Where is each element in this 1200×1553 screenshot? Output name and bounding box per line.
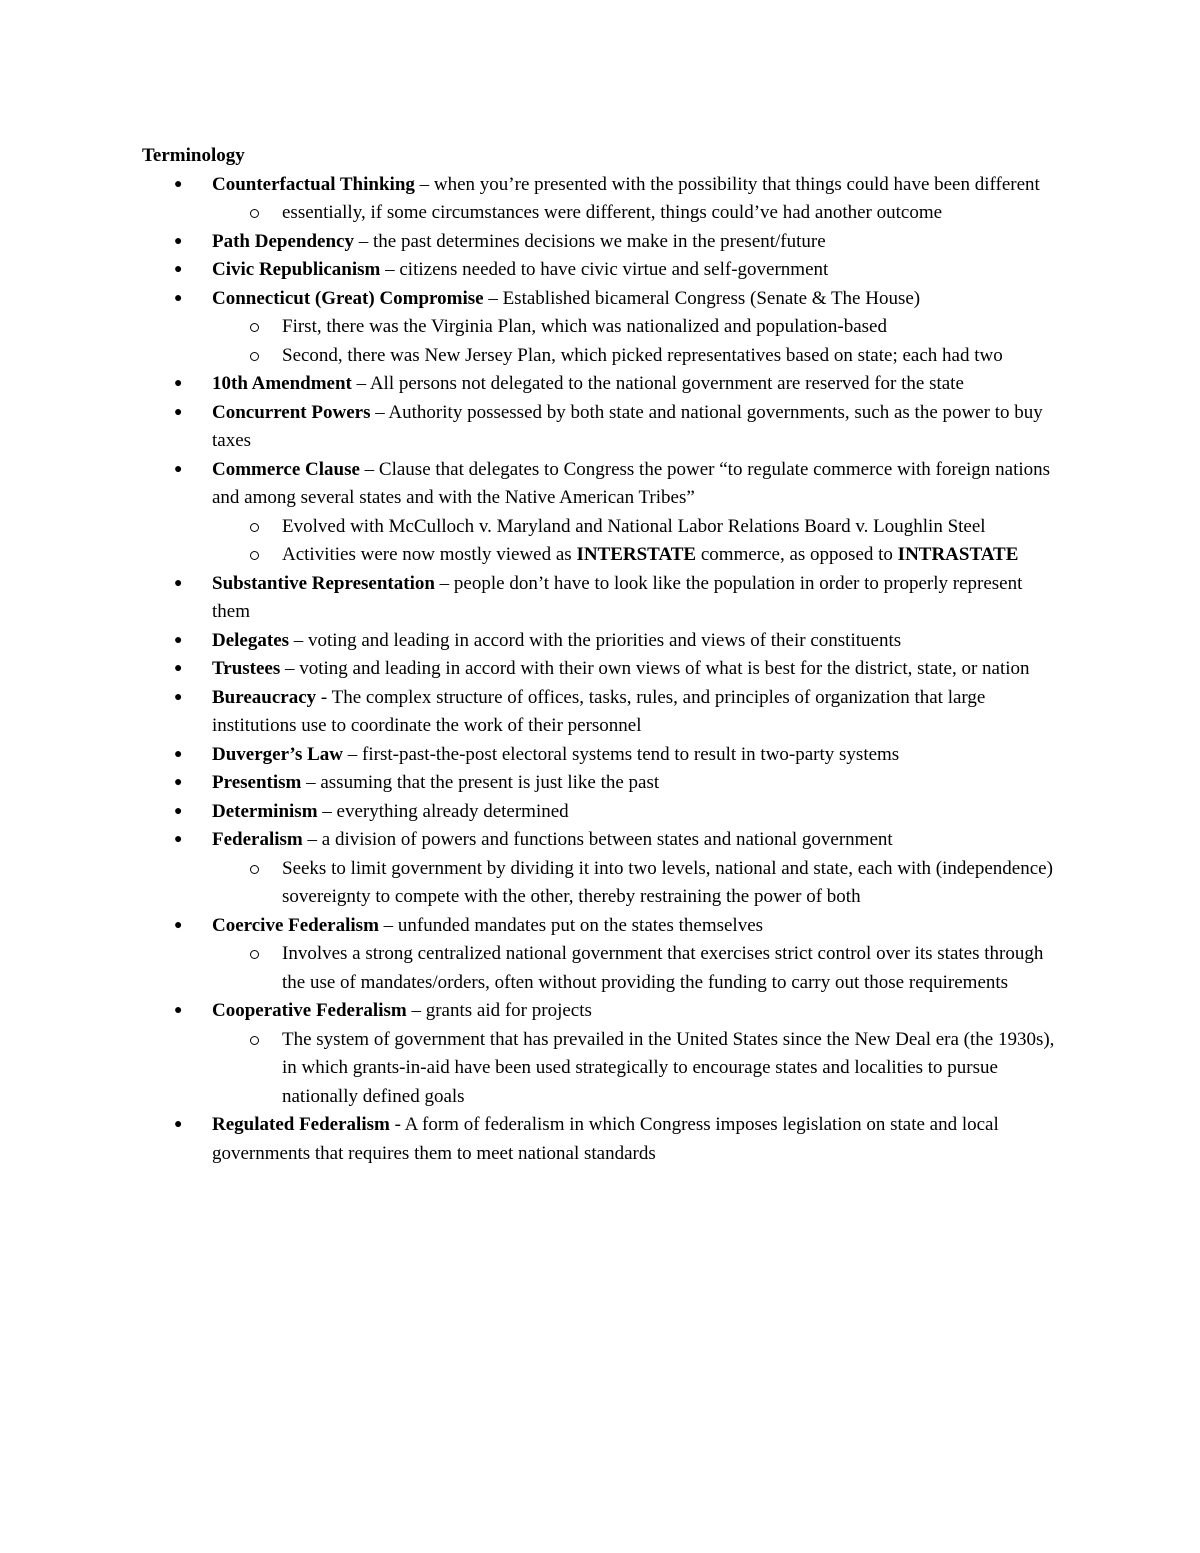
term-definition: – the past determines decisions we make in the present/future — [353, 230, 826, 252]
sub-list — [212, 940, 1062, 997]
sub-item-text: Activities were now mostly viewed as — [282, 544, 577, 565]
term-definition: – everything already determined — [317, 800, 569, 822]
sub-item — [212, 313, 1062, 342]
term-item — [142, 798, 1062, 827]
bullet-icon: ● — [174, 689, 183, 705]
bullet-icon: ● — [174, 262, 183, 277]
hollow-circle-bullet-icon — [250, 1036, 259, 1045]
term-definition: – people don’t have to look like the population in order to properly represent them — [212, 572, 1023, 622]
bullet-icon: ● — [174, 461, 183, 477]
hollow-circle-bullet-icon — [250, 950, 259, 959]
sub-item-text: Seeks to limit government by dividing it into two levels, national and state, each with (independence) sovereignty to compete with the other, thereby restraining the power of both — [282, 857, 1053, 907]
term-item — [142, 171, 1062, 228]
bullet-icon: ● — [174, 575, 183, 591]
bullet-icon: ● — [174, 290, 183, 306]
term-name: Cooperative Federalism — [212, 1000, 407, 1021]
sub-item-text: commerce, as opposed to — [696, 544, 898, 565]
term-name: Coercive Federalism — [212, 914, 379, 936]
term-item — [142, 655, 1062, 684]
term-definition: – Clause that delegates to Congress the power “to regulate commerce with foreign nations and among several states and with the Native American Tribes” — [212, 458, 1051, 508]
term-name: Concurrent Powers — [212, 401, 371, 423]
sub-item — [212, 199, 1062, 228]
sub-item-text: First, there was the Virginia Plan, which was nationalized and population-based — [282, 316, 887, 337]
term-item — [142, 1111, 1062, 1168]
term-item — [142, 370, 1062, 399]
term-item — [142, 399, 1062, 456]
term-name: Presentism — [212, 772, 302, 793]
sub-item — [212, 541, 1062, 570]
terms-list — [142, 171, 1062, 1169]
document-page — [142, 142, 1062, 1168]
term-item — [142, 741, 1062, 770]
hollow-circle-bullet-icon — [250, 352, 259, 361]
term-name: Counterfactual Thinking — [212, 173, 415, 195]
term-definition: – citizens needed to have civic virtue and self-government — [380, 259, 829, 280]
term-name: Civic Republicanism — [212, 259, 381, 280]
term-item — [142, 228, 1062, 257]
term-name: Connecticut (Great) Compromise — [212, 287, 484, 309]
sub-item — [212, 1026, 1062, 1112]
term-item — [142, 285, 1062, 371]
page-title: Terminology — [142, 145, 245, 166]
term-definition: – Authority possessed by both state and national governments, such as the power to buy taxes — [212, 401, 1043, 451]
term-name: Trustees — [212, 658, 281, 679]
term-name: Regulated Federalism — [212, 1114, 390, 1135]
sub-item-text: essentially, if some circumstances were different, things could’ve had another outcome — [282, 202, 943, 223]
sub-item-text: The system of government that has prevailed in the United States since the New Deal era (the 1930s), in which grants-in-aid have been used strategically to encourage states and localities to pursue nationally defined goals — [282, 1028, 1055, 1107]
sub-item-text: Second, there was New Jersey Plan, which picked representatives based on state; each had two — [282, 344, 1003, 366]
term-item — [142, 684, 1062, 741]
term-name: Commerce Clause — [212, 458, 360, 480]
sub-item — [212, 513, 1062, 542]
term-definition: - The complex structure of offices, tasks, rules, and principles of organization that large institutions use to coordinate the work of their personnel — [212, 686, 986, 736]
bullet-icon: ● — [174, 1117, 183, 1132]
bullet-icon: ● — [174, 746, 183, 762]
sub-list — [212, 1026, 1062, 1112]
term-item — [142, 826, 1062, 912]
hollow-circle-bullet-icon — [250, 209, 259, 218]
bullet-icon: ● — [174, 176, 183, 192]
term-definition: – assuming that the present is just like the past — [301, 772, 660, 793]
term-name: Duverger’s Law — [212, 743, 344, 765]
sub-list — [212, 313, 1062, 370]
term-definition: – voting and leading in accord with their own views of what is best for the district, state, or nation — [280, 658, 1030, 679]
term-definition: – Established bicameral Congress (Senate & The House) — [483, 287, 921, 309]
term-item — [142, 456, 1062, 570]
bullet-icon: ● — [174, 661, 183, 676]
term-definition: - A form of federalism in which Congress imposes legislation on state and local governments that requires them to meet national standards — [212, 1114, 999, 1164]
term-name: Determinism — [212, 800, 318, 822]
term-definition: – voting and leading in accord with the priorities and views of their constituents — [289, 629, 902, 651]
term-name: Federalism — [212, 829, 303, 850]
hollow-circle-bullet-icon — [250, 551, 259, 560]
bullet-icon: ● — [174, 1003, 183, 1018]
sub-item-text: Involves a strong centralized national government that exercises strict control over its states through the use of mandates/orders, often without providing the funding to carry out those requirements — [282, 943, 1044, 993]
term-name: 10th Amendment — [212, 373, 352, 394]
bullet-icon: ● — [174, 917, 183, 933]
bullet-icon: ● — [174, 376, 183, 391]
term-name: Path Dependency — [212, 230, 354, 252]
bullet-icon: ● — [174, 233, 183, 249]
term-definition: – first-past-the-post electoral systems tend to result in two-party systems — [343, 743, 900, 765]
hollow-circle-bullet-icon — [250, 323, 259, 332]
term-name: Bureaucracy — [212, 686, 317, 708]
term-item — [142, 570, 1062, 627]
sub-list — [212, 513, 1062, 570]
sub-item-text: Evolved with McCulloch v. Maryland and National Labor Relations Board v. Loughlin Steel — [282, 515, 986, 537]
term-item — [142, 997, 1062, 1111]
emphasis-text: INTERSTATE — [576, 544, 697, 565]
emphasis-text: INTRASTATE — [897, 544, 1019, 565]
bullet-icon: ● — [174, 775, 183, 790]
bullet-icon: ● — [174, 832, 183, 847]
sub-item — [212, 342, 1062, 371]
hollow-circle-bullet-icon — [250, 865, 259, 874]
term-name: Substantive Representation — [212, 572, 435, 594]
sub-item — [212, 855, 1062, 912]
bullet-icon: ● — [174, 803, 183, 819]
sub-item — [212, 940, 1062, 997]
term-definition: – All persons not delegated to the national government are reserved for the state — [351, 373, 964, 394]
sub-list — [212, 855, 1062, 912]
term-item — [142, 256, 1062, 285]
term-name: Delegates — [212, 629, 290, 651]
term-definition: – unfunded mandates put on the states themselves — [378, 914, 764, 936]
term-definition: – a division of powers and functions between states and national government — [302, 829, 893, 850]
sub-list — [212, 199, 1062, 228]
bullet-icon: ● — [174, 404, 183, 420]
bullet-icon: ● — [174, 632, 183, 648]
term-item — [142, 627, 1062, 656]
term-definition: – when you’re presented with the possibility that things could have been different — [414, 173, 1040, 195]
term-item — [142, 912, 1062, 998]
term-definition: – grants aid for projects — [406, 1000, 592, 1021]
term-item — [142, 769, 1062, 798]
hollow-circle-bullet-icon — [250, 523, 259, 532]
